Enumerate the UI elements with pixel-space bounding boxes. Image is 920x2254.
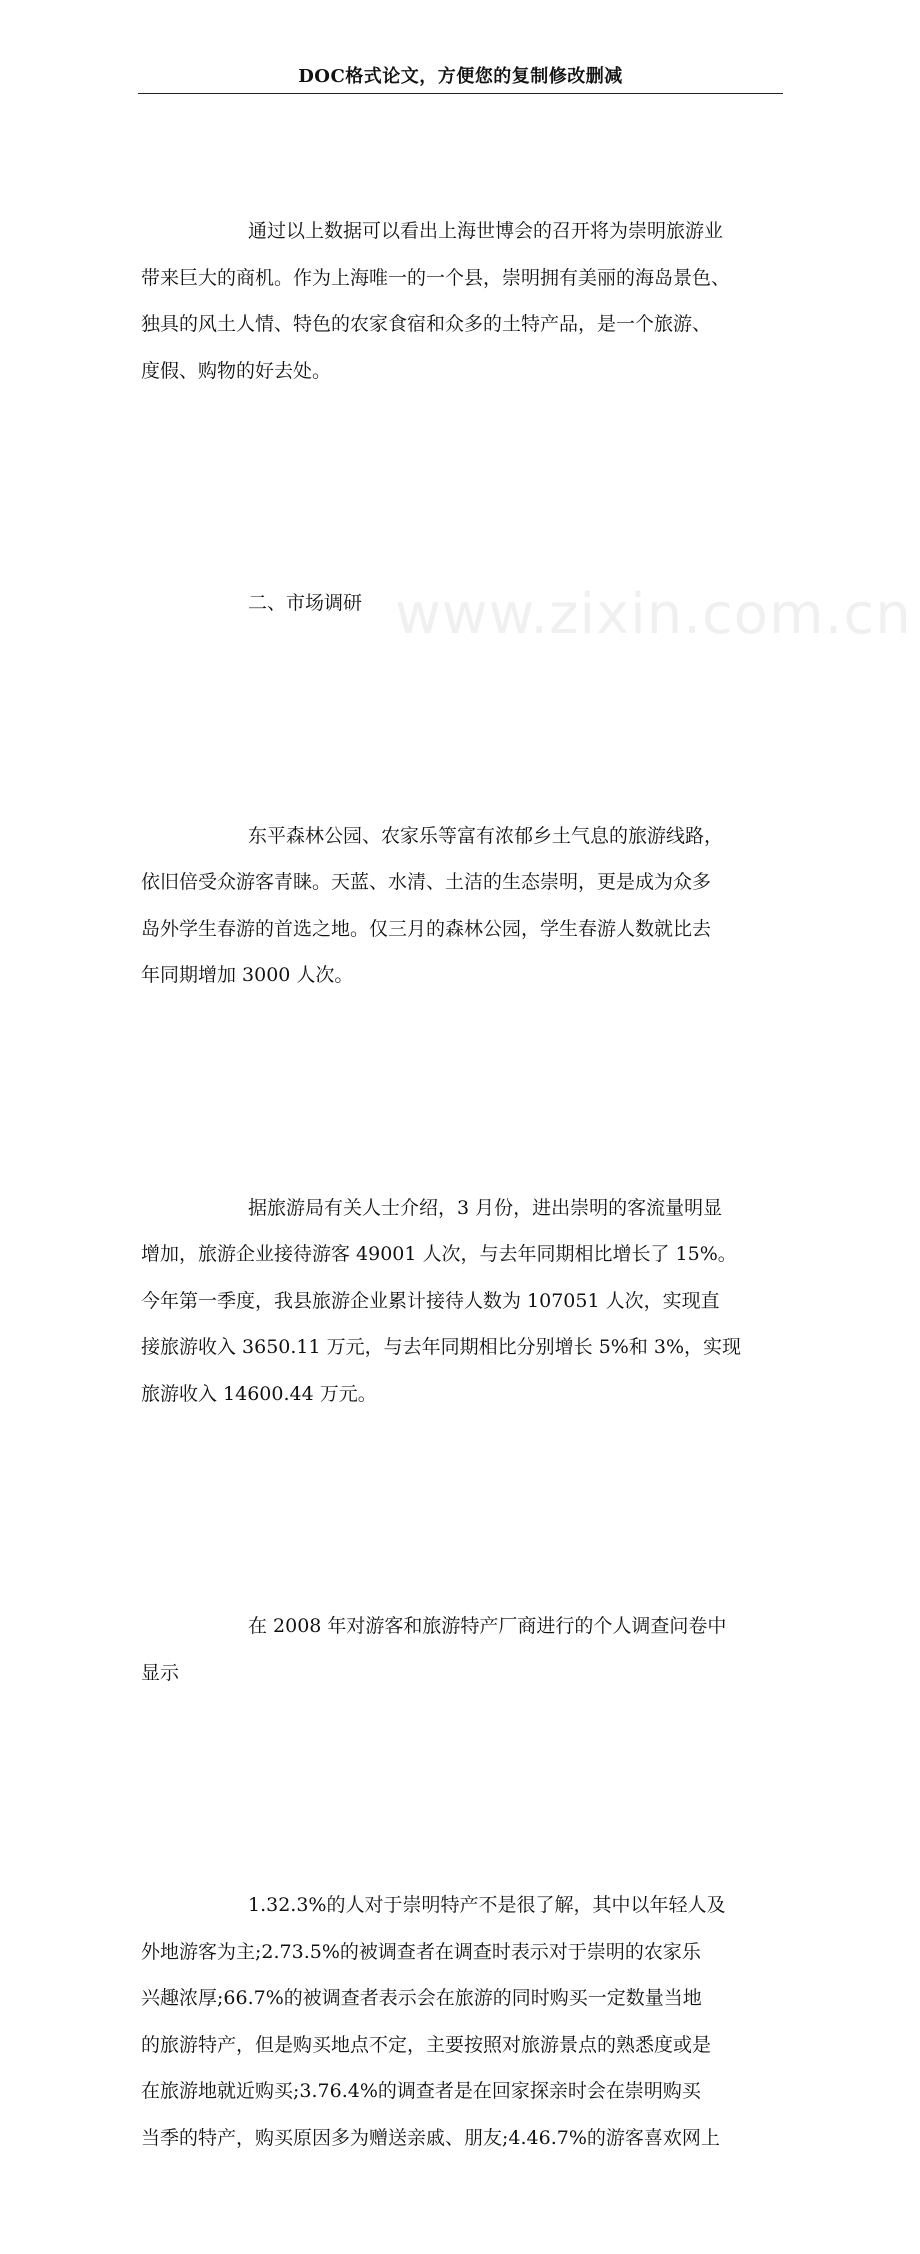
paragraph-5 bbox=[141, 1789, 786, 2254]
paragraph-line: 年同期增加 3000 人次。 bbox=[141, 964, 354, 986]
section-heading bbox=[141, 487, 786, 720]
paragraph-line: 旅游收入 14600.44 万元。 bbox=[141, 1382, 377, 1405]
paragraph-line: 的旅游特产，但是购买地点不定，主要按照对旅游景点的熟悉度或是 bbox=[141, 2033, 712, 2056]
paragraph-line: 据旅游局有关人士介绍，3 月份，进出崇明的客流量明显 bbox=[248, 1196, 723, 1219]
paragraph-line: 外地游客为主;2.73.5%的被调查者在调查时表示对于崇明的农家乐 bbox=[141, 1940, 701, 1963]
paragraph-line: 在 2008 年对游客和旅游特产厂商进行的个人调查问卷中 bbox=[248, 1615, 727, 1637]
document-body bbox=[141, 115, 786, 2254]
paragraph-line: 依旧倍受众游客青睐。天蓝、水清、土洁的生态崇明，更是成为众多 bbox=[141, 871, 712, 893]
paragraph-3 bbox=[141, 1092, 786, 1511]
page-header bbox=[138, 63, 783, 94]
heading-text: 二、市场调研 bbox=[248, 592, 363, 614]
paragraph-line: 岛外学生春游的首选之地。仅三月的森林公园，学生春游人数就比去 bbox=[141, 917, 712, 940]
paragraph-line: 通过以上数据可以看出上海世博会的召开将为崇明旅游业 bbox=[248, 220, 724, 242]
paragraph-1 bbox=[141, 115, 786, 487]
paragraph-line: 带来巨大的商机。作为上海唯一的一个县，崇明拥有美丽的海岛景色、 bbox=[141, 266, 731, 289]
paragraph-line: 独具的风土人情、特色的农家食宿和众多的土特产品，是一个旅游、 bbox=[141, 313, 712, 335]
paragraph-line: 1.32.3%的人对于崇明特产不是很了解，其中以年轻人及 bbox=[248, 1894, 726, 1916]
paragraph-line: 今年第一季度，我县旅游企业累计接待人数为 107051 人次，实现直 bbox=[141, 1289, 720, 1312]
header-title: DOC格式论文，方便您的复制修改删减 bbox=[298, 66, 623, 87]
paragraph-line: 当季的特产，购买原因多为赠送亲戚、朋友;4.46.7%的游客喜欢网上 bbox=[141, 2126, 720, 2149]
paragraph-line: 接旅游收入 3650.11 万元，与去年同期相比分别增长 5%和 3%，实现 bbox=[141, 1336, 742, 1358]
paragraph-line: 度假、购物的好去处。 bbox=[141, 359, 332, 382]
paragraph-line: 兴趣浓厚;66.7%的被调查者表示会在旅游的同时购买一定数量当地 bbox=[141, 1987, 702, 2009]
watermark: www.zixin.com.cn bbox=[395, 582, 912, 647]
paragraph-line: 增加，旅游企业接待游客 49001 人次，与去年同期相比增长了 15%。 bbox=[141, 1243, 737, 1265]
paragraph-2 bbox=[141, 720, 786, 1092]
paragraph-line: 东平森林公园、农家乐等富有浓郁乡土气息的旅游线路， bbox=[248, 824, 724, 847]
paragraph-line: 显示 bbox=[141, 1661, 180, 1684]
paragraph-4 bbox=[141, 1510, 786, 1789]
paragraph-line: 在旅游地就近购买;3.76.4%的调查者是在回家探亲时会在崇明购买 bbox=[141, 2080, 701, 2102]
